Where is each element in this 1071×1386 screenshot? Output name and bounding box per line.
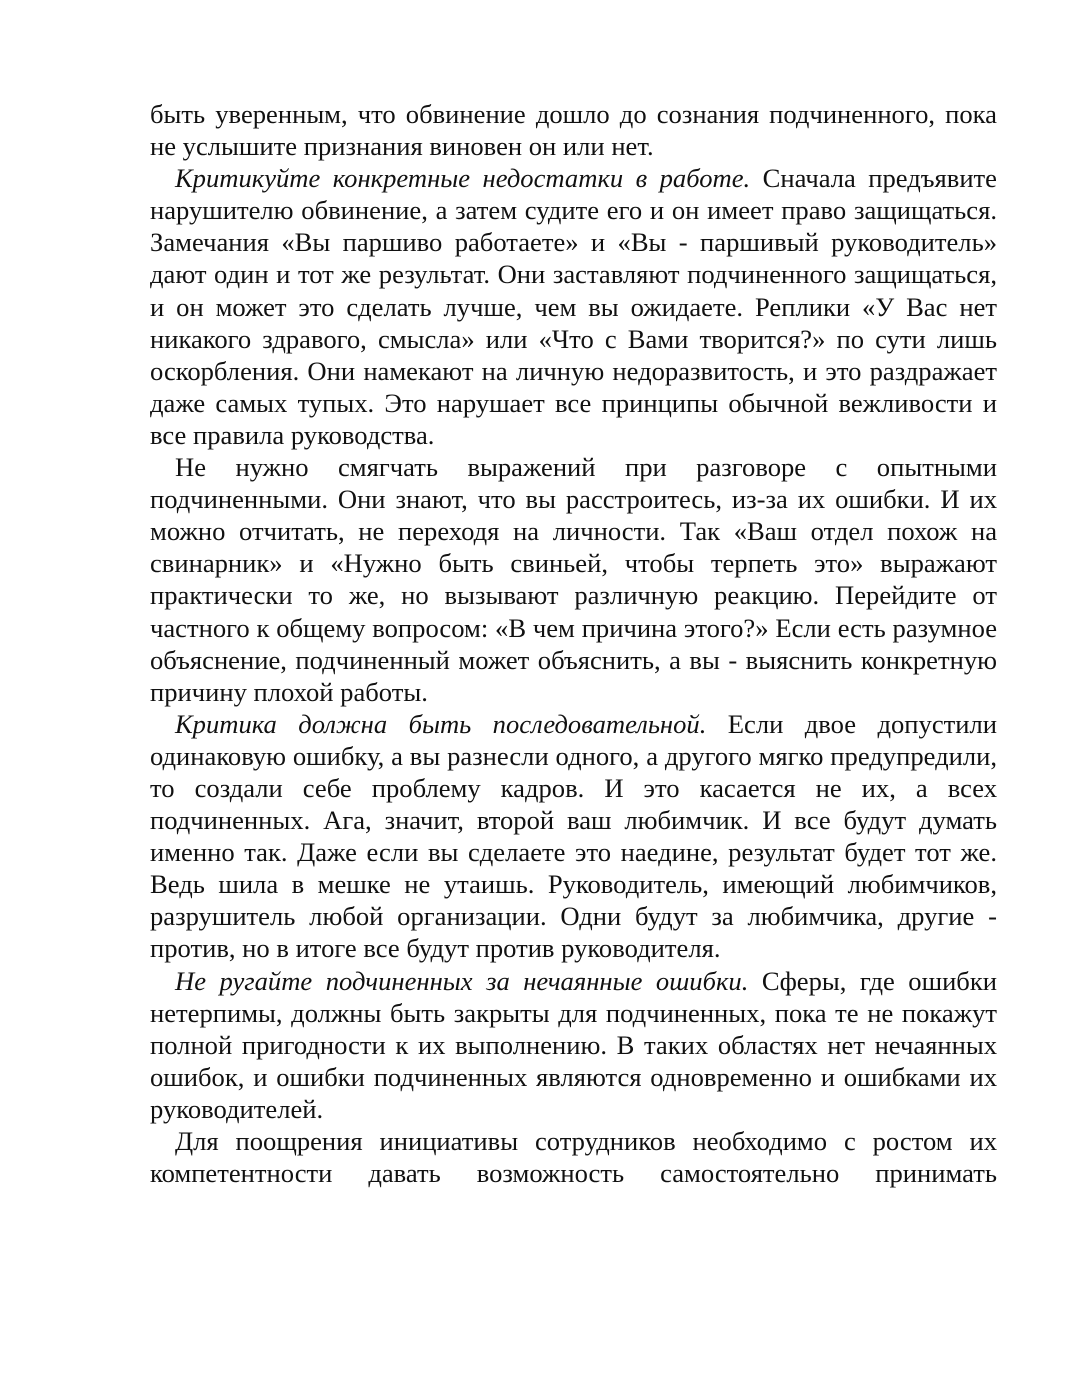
paragraph-3 bbox=[150, 451, 997, 708]
paragraph-2 bbox=[150, 162, 997, 451]
paragraph-4-text: Если двое допустили одинаковую ошибку, а вы разнесли одного, а другого мягко предупредили, то создали себе проблему кадров. И это касается не их, а всех подчиненных. Ага, значит, второй ваш любимчик. И все будут думать именно так. Даже если вы сделаете это наедине, результат будет тот же. Ведь шила в мешке не утаишь. Руководитель, имеющий любимчиков, разрушитель любой организации. Одни будут за любимчика, другие - против, но в итоге все будут против руководителя. bbox=[150, 708, 997, 964]
paragraph-1 bbox=[150, 98, 997, 162]
paragraph-4 bbox=[150, 708, 997, 965]
paragraph-6 bbox=[150, 1125, 997, 1189]
paragraph-6-text: Для поощрения инициативы сотрудников необходимо с ростом их компетентности давать возможность самостоятельно принимать bbox=[150, 1126, 997, 1189]
paragraph-4-lead: Критика должна быть последовательной. bbox=[175, 708, 707, 739]
paragraph-2-lead: Критикуйте конкретные недостатки в работе. bbox=[175, 163, 751, 194]
paragraph-5-lead: Не ругайте подчиненных за нечаянные ошибки. bbox=[175, 965, 749, 996]
paragraph-2-text: Сначала предъявите нарушителю обвинение, а затем судите его и он имеет право защищаться. Замечания «Вы паршиво работаете» и «Вы - паршивый руководитель» дают один и тот же результат. Они заставляют подчиненного защищаться, и он может это сделать лучше, чем вы ожидаете. Реплики «У Вас нет никакого здравого, смысла» или «Что с Вами творится?» по сути лишь оскорбления. Они намекают на личную недоразвитость, и это раздражает даже самых тупых. Это нарушает все принципы обычной вежливости и все правила руководства. bbox=[150, 163, 997, 450]
document-page bbox=[150, 98, 997, 1189]
paragraph-1-text: быть уверенным, что обвинение дошло до сознания подчиненного, пока не услышите признания виновен он или нет. bbox=[150, 99, 997, 162]
paragraph-5 bbox=[150, 965, 997, 1125]
paragraph-5-text: Сферы, где ошибки нетерпимы, должны быть закрыты для подчиненных, пока те не покажут полной пригодности к их выполнению. В таких областях нет нечаянных ошибок, и ошибки подчиненных являются одновременно и ошибками их руководителей. bbox=[150, 965, 997, 1124]
paragraph-3-text: Не нужно смягчать выражений при разговоре с опытными подчиненными. Они знают, что вы расстроитесь, из-за их ошибки. И их можно отчитать, не переходя на личности. Так «Ваш отдел похож на свинарник» и «Нужно быть свиньей, чтобы терпеть это» выражают практически то же, но вызывают различную реакцию. Перейдите от частного к общему вопросом: «В чем причина этого?» Если есть разумное объяснение, подчиненный может объяснить, а вы - выяснить конкретную причину плохой работы. bbox=[150, 452, 997, 707]
